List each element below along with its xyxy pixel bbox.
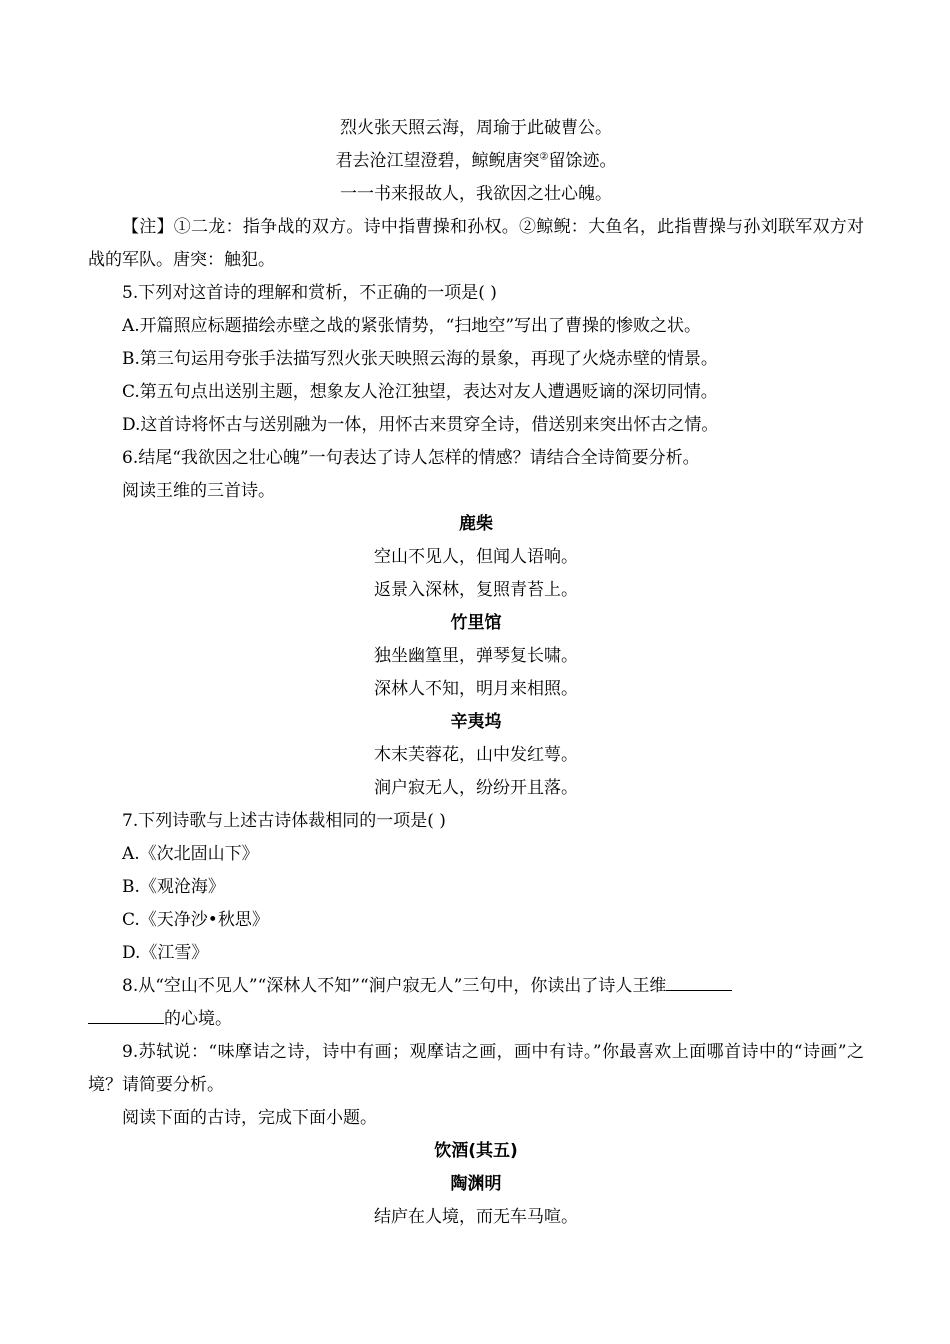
poem-line: 木末芙蓉花，山中发红萼。 [374, 745, 578, 765]
question-8: 8.从“空山不见人”“深林人不知”“涧户寂无人”三句中，你读出了诗人王维 [88, 970, 864, 1003]
poem-line: 涧户寂无人，纷纷开且落。 [374, 778, 578, 798]
poem-line: 烈火张天照云海，周瑜于此破曹公。 [340, 118, 612, 138]
footnote-marker: ② [539, 151, 549, 163]
poem-title: 鹿柴 [459, 514, 493, 534]
poem-line: 空山不见人，但闻人语响。 [374, 547, 578, 567]
answer-blank[interactable] [88, 1003, 164, 1024]
poem-author: 陶渊明 [450, 1174, 502, 1194]
poem-line: 结庐在人境，而无车马喧。 [374, 1207, 578, 1227]
document-content [88, 112, 864, 1234]
poem-line: 君去沧江望澄碧，鲸鲵唐突②留馀迹。 [335, 151, 617, 171]
question-8-continued: 的心境。 [88, 1003, 864, 1036]
poem-line: 一一书来报故人，我欲因之壮心魄。 [340, 184, 612, 204]
poem-title: 辛夷坞 [450, 712, 502, 732]
question-7-stem: 7.下列诗歌与上述古诗体裁相同的一项是( ) [122, 811, 446, 831]
question-6: 6.结尾“我欲因之壮心魄”一句表达了诗人怎样的情感？请结合全诗简要分析。 [122, 448, 700, 468]
poem-title: 竹里馆 [450, 613, 502, 633]
question-5-option-c: C.第五句点出送别主题，想象友人沧江独望，表达对友人遭遇贬谪的深切同情。 [122, 382, 718, 402]
question-7-option-c: C.《天净沙•秋思》 [122, 910, 269, 930]
question-9: 9.苏轼说：“味摩诘之诗，诗中有画；观摩诘之画，画中有诗。”你最喜欢上面哪首诗中的“诗画”之境？请简要分析。 [88, 1042, 864, 1095]
question-7-option-a: A.《次北固山下》 [122, 844, 259, 864]
poem-line: 独坐幽篁里，弹琴复长啸。 [374, 646, 578, 666]
poem-title: 饮酒(其五) [434, 1141, 518, 1161]
question-7-option-d: D.《江雪》 [122, 943, 209, 963]
poem-note: 【注】①二龙：指争战的双方。诗中指曹操和孙权。②鲸鲵：大鱼名，此指曹操与孙刘联军双方对战的军队。唐突：触犯。 [88, 217, 864, 270]
poem-line: 深林人不知，明月来相照。 [374, 679, 578, 699]
question-5-stem: 5.下列对这首诗的理解和赏析，不正确的一项是( ) [122, 283, 497, 303]
poem-line: 返景入深林，复照青苔上。 [374, 580, 578, 600]
question-5-option-b: B.第三句运用夸张手法描写烈火张天映照云海的景象，再现了火烧赤壁的情景。 [122, 349, 718, 369]
question-5-option-a: A.开篇照应标题描绘赤壁之战的紧张情势，“扫地空”写出了曹操的惨败之状。 [122, 316, 702, 336]
question-7-option-b: B.《观沧海》 [122, 877, 225, 897]
reading-intro: 阅读下面的古诗，完成下面小题。 [122, 1108, 377, 1128]
question-5-option-d: D.这首诗将怀古与送别融为一体，用怀古来贯穿全诗，借送别来突出怀古之情。 [122, 415, 719, 435]
reading-intro: 阅读王维的三首诗。 [122, 481, 275, 501]
answer-blank[interactable] [666, 970, 732, 991]
